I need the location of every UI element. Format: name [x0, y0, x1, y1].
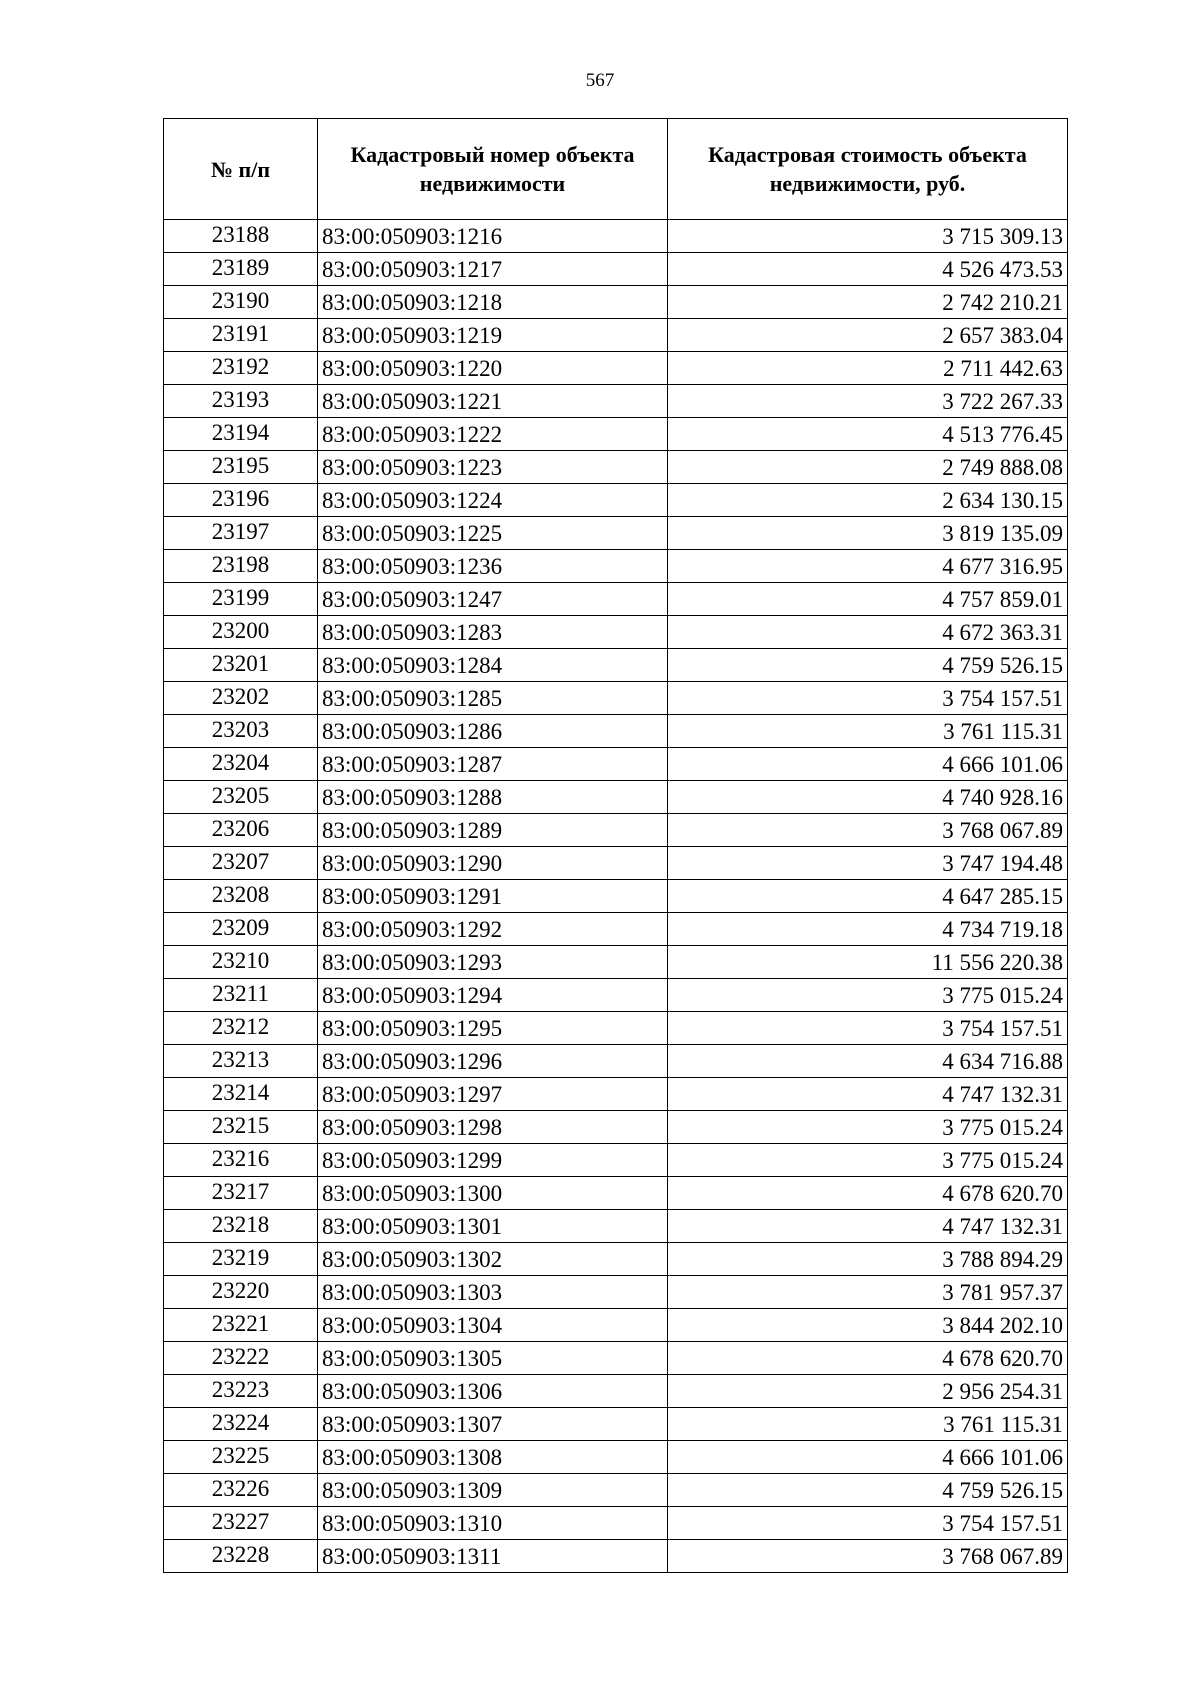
table-row — [164, 814, 1068, 847]
row-number-cell: 23226 — [164, 1474, 318, 1507]
table-row — [164, 946, 1068, 979]
cadastral-number-cell: 83:00:050903:1297 — [318, 1078, 668, 1111]
cadastral-number-cell: 83:00:050903:1288 — [318, 781, 668, 814]
cadastral-value-cell: 4 526 473.53 — [668, 253, 1068, 286]
table-row — [164, 913, 1068, 946]
cadastral-number-cell: 83:00:050903:1304 — [318, 1309, 668, 1342]
table-row — [164, 1012, 1068, 1045]
row-number-cell: 23190 — [164, 286, 318, 319]
row-number-cell: 23217 — [164, 1177, 318, 1210]
cadastral-value-cell: 3 768 067.89 — [668, 1540, 1068, 1573]
table-row — [164, 418, 1068, 451]
table-row — [164, 616, 1068, 649]
row-number-cell: 23194 — [164, 418, 318, 451]
cadastral-number-cell: 83:00:050903:1293 — [318, 946, 668, 979]
cadastral-value-cell: 3 754 157.51 — [668, 682, 1068, 715]
table-row — [164, 1078, 1068, 1111]
cadastral-value-cell: 3 747 194.48 — [668, 847, 1068, 880]
table-row — [164, 1375, 1068, 1408]
cadastral-number-cell: 83:00:050903:1294 — [318, 979, 668, 1012]
row-number-cell: 23201 — [164, 649, 318, 682]
cadastral-value-cell: 3 768 067.89 — [668, 814, 1068, 847]
header-row-number: № п/п — [164, 119, 318, 220]
table-row — [164, 253, 1068, 286]
cadastral-value-cell: 3 761 115.31 — [668, 1408, 1068, 1441]
table-row — [164, 1210, 1068, 1243]
row-number-cell: 23218 — [164, 1210, 318, 1243]
cadastral-number-cell: 83:00:050903:1289 — [318, 814, 668, 847]
cadastral-number-cell: 83:00:050903:1284 — [318, 649, 668, 682]
cadastral-number-cell: 83:00:050903:1236 — [318, 550, 668, 583]
header-cadastral-number: Кадастровый номер объекта недвижимости — [318, 119, 668, 220]
table-row — [164, 1342, 1068, 1375]
row-number-cell: 23205 — [164, 781, 318, 814]
cadastral-value-cell: 4 634 716.88 — [668, 1045, 1068, 1078]
row-number-cell: 23193 — [164, 385, 318, 418]
row-number-cell: 23219 — [164, 1243, 318, 1276]
row-number-cell: 23206 — [164, 814, 318, 847]
cadastral-number-cell: 83:00:050903:1283 — [318, 616, 668, 649]
cadastral-number-cell: 83:00:050903:1218 — [318, 286, 668, 319]
table-row — [164, 979, 1068, 1012]
table-row — [164, 1243, 1068, 1276]
cadastral-value-cell: 4 759 526.15 — [668, 649, 1068, 682]
cadastral-number-cell: 83:00:050903:1221 — [318, 385, 668, 418]
cadastral-number-cell: 83:00:050903:1219 — [318, 319, 668, 352]
row-number-cell: 23199 — [164, 583, 318, 616]
row-number-cell: 23197 — [164, 517, 318, 550]
header-row — [164, 119, 1068, 220]
table-row — [164, 682, 1068, 715]
cadastral-value-cell: 4 747 132.31 — [668, 1210, 1068, 1243]
row-number-cell: 23207 — [164, 847, 318, 880]
cadastral-value-cell: 3 844 202.10 — [668, 1309, 1068, 1342]
cadastral-number-cell: 83:00:050903:1216 — [318, 220, 668, 253]
cadastral-value-cell: 2 956 254.31 — [668, 1375, 1068, 1408]
row-number-cell: 23224 — [164, 1408, 318, 1441]
cadastral-value-cell: 4 740 928.16 — [668, 781, 1068, 814]
cadastral-value-table — [163, 118, 1068, 1573]
cadastral-value-cell: 3 775 015.24 — [668, 1144, 1068, 1177]
cadastral-value-cell: 3 819 135.09 — [668, 517, 1068, 550]
row-number-cell: 23203 — [164, 715, 318, 748]
cadastral-number-cell: 83:00:050903:1310 — [318, 1507, 668, 1540]
cadastral-number-cell: 83:00:050903:1291 — [318, 880, 668, 913]
row-number-cell: 23202 — [164, 682, 318, 715]
row-number-cell: 23192 — [164, 352, 318, 385]
row-number-cell: 23213 — [164, 1045, 318, 1078]
table-row — [164, 352, 1068, 385]
cadastral-number-cell: 83:00:050903:1222 — [318, 418, 668, 451]
cadastral-number-cell: 83:00:050903:1224 — [318, 484, 668, 517]
cadastral-value-cell: 4 666 101.06 — [668, 1441, 1068, 1474]
table-row — [164, 649, 1068, 682]
cadastral-number-cell: 83:00:050903:1247 — [318, 583, 668, 616]
cadastral-value-cell: 2 711 442.63 — [668, 352, 1068, 385]
cadastral-value-cell: 4 757 859.01 — [668, 583, 1068, 616]
table-row — [164, 550, 1068, 583]
table-row — [164, 1309, 1068, 1342]
cadastral-value-cell: 3 722 267.33 — [668, 385, 1068, 418]
cadastral-value-cell: 4 678 620.70 — [668, 1342, 1068, 1375]
cadastral-number-cell: 83:00:050903:1309 — [318, 1474, 668, 1507]
cadastral-value-cell: 4 678 620.70 — [668, 1177, 1068, 1210]
cadastral-number-cell: 83:00:050903:1292 — [318, 913, 668, 946]
cadastral-number-cell: 83:00:050903:1306 — [318, 1375, 668, 1408]
table-row — [164, 748, 1068, 781]
cadastral-number-cell: 83:00:050903:1301 — [318, 1210, 668, 1243]
row-number-cell: 23189 — [164, 253, 318, 286]
table-row — [164, 1540, 1068, 1573]
cadastral-number-cell: 83:00:050903:1311 — [318, 1540, 668, 1573]
cadastral-value-cell: 11 556 220.38 — [668, 946, 1068, 979]
row-number-cell: 23221 — [164, 1309, 318, 1342]
row-number-cell: 23215 — [164, 1111, 318, 1144]
cadastral-value-cell: 2 742 210.21 — [668, 286, 1068, 319]
row-number-cell: 23198 — [164, 550, 318, 583]
row-number-cell: 23228 — [164, 1540, 318, 1573]
table-row — [164, 1177, 1068, 1210]
table-row — [164, 484, 1068, 517]
cadastral-value-cell: 4 666 101.06 — [668, 748, 1068, 781]
row-number-cell: 23191 — [164, 319, 318, 352]
cadastral-number-cell: 83:00:050903:1220 — [318, 352, 668, 385]
table-row — [164, 880, 1068, 913]
table-row — [164, 1507, 1068, 1540]
row-number-cell: 23225 — [164, 1441, 318, 1474]
cadastral-number-cell: 83:00:050903:1285 — [318, 682, 668, 715]
cadastral-number-cell: 83:00:050903:1305 — [318, 1342, 668, 1375]
cadastral-value-cell: 3 781 957.37 — [668, 1276, 1068, 1309]
table-row — [164, 1144, 1068, 1177]
row-number-cell: 23208 — [164, 880, 318, 913]
cadastral-value-cell: 4 677 316.95 — [668, 550, 1068, 583]
header-cadastral-value: Кадастровая стоимость объекта недвижимости, руб. — [668, 119, 1068, 220]
cadastral-value-cell: 2 634 130.15 — [668, 484, 1068, 517]
row-number-cell: 23216 — [164, 1144, 318, 1177]
cadastral-number-cell: 83:00:050903:1308 — [318, 1441, 668, 1474]
row-number-cell: 23227 — [164, 1507, 318, 1540]
table-row — [164, 319, 1068, 352]
cadastral-value-cell: 3 754 157.51 — [668, 1012, 1068, 1045]
table-row — [164, 385, 1068, 418]
table-row — [164, 1441, 1068, 1474]
row-number-cell: 23210 — [164, 946, 318, 979]
table-header — [164, 119, 1068, 220]
cadastral-number-cell: 83:00:050903:1295 — [318, 1012, 668, 1045]
cadastral-value-cell: 4 672 363.31 — [668, 616, 1068, 649]
table-row — [164, 286, 1068, 319]
row-number-cell: 23220 — [164, 1276, 318, 1309]
row-number-cell: 23214 — [164, 1078, 318, 1111]
cadastral-number-cell: 83:00:050903:1300 — [318, 1177, 668, 1210]
cadastral-value-cell: 2 749 888.08 — [668, 451, 1068, 484]
cadastral-value-cell: 4 513 776.45 — [668, 418, 1068, 451]
table-row — [164, 715, 1068, 748]
page-number: 567 — [585, 70, 615, 91]
table-row — [164, 583, 1068, 616]
cadastral-value-cell: 4 734 719.18 — [668, 913, 1068, 946]
row-number-cell: 23222 — [164, 1342, 318, 1375]
cadastral-value-cell: 4 647 285.15 — [668, 880, 1068, 913]
cadastral-number-cell: 83:00:050903:1225 — [318, 517, 668, 550]
row-number-cell: 23195 — [164, 451, 318, 484]
cadastral-number-cell: 83:00:050903:1299 — [318, 1144, 668, 1177]
row-number-cell: 23211 — [164, 979, 318, 1012]
cadastral-number-cell: 83:00:050903:1223 — [318, 451, 668, 484]
cadastral-value-cell: 4 747 132.31 — [668, 1078, 1068, 1111]
cadastral-number-cell: 83:00:050903:1302 — [318, 1243, 668, 1276]
row-number-cell: 23200 — [164, 616, 318, 649]
cadastral-value-cell: 3 775 015.24 — [668, 1111, 1068, 1144]
row-number-cell: 23209 — [164, 913, 318, 946]
cadastral-number-cell: 83:00:050903:1290 — [318, 847, 668, 880]
cadastral-value-cell: 3 761 115.31 — [668, 715, 1068, 748]
cadastral-value-cell: 3 754 157.51 — [668, 1507, 1068, 1540]
cadastral-number-cell: 83:00:050903:1217 — [318, 253, 668, 286]
table-row — [164, 220, 1068, 253]
table-row — [164, 1045, 1068, 1078]
cadastral-number-cell: 83:00:050903:1303 — [318, 1276, 668, 1309]
cadastral-number-cell: 83:00:050903:1298 — [318, 1111, 668, 1144]
row-number-cell: 23223 — [164, 1375, 318, 1408]
row-number-cell: 23212 — [164, 1012, 318, 1045]
cadastral-value-cell: 2 657 383.04 — [668, 319, 1068, 352]
cadastral-value-cell: 3 788 894.29 — [668, 1243, 1068, 1276]
cadastral-number-cell: 83:00:050903:1307 — [318, 1408, 668, 1441]
table-row — [164, 847, 1068, 880]
row-number-cell: 23188 — [164, 220, 318, 253]
cadastral-number-cell: 83:00:050903:1286 — [318, 715, 668, 748]
table-body — [164, 220, 1068, 1573]
row-number-cell: 23204 — [164, 748, 318, 781]
table-row — [164, 1474, 1068, 1507]
row-number-cell: 23196 — [164, 484, 318, 517]
cadastral-value-cell: 3 775 015.24 — [668, 979, 1068, 1012]
cadastral-value-cell: 3 715 309.13 — [668, 220, 1068, 253]
cadastral-number-cell: 83:00:050903:1296 — [318, 1045, 668, 1078]
table-row — [164, 451, 1068, 484]
table-row — [164, 1111, 1068, 1144]
table-row — [164, 1276, 1068, 1309]
cadastral-value-cell: 4 759 526.15 — [668, 1474, 1068, 1507]
table-row — [164, 517, 1068, 550]
cadastral-number-cell: 83:00:050903:1287 — [318, 748, 668, 781]
table-row — [164, 1408, 1068, 1441]
table-row — [164, 781, 1068, 814]
